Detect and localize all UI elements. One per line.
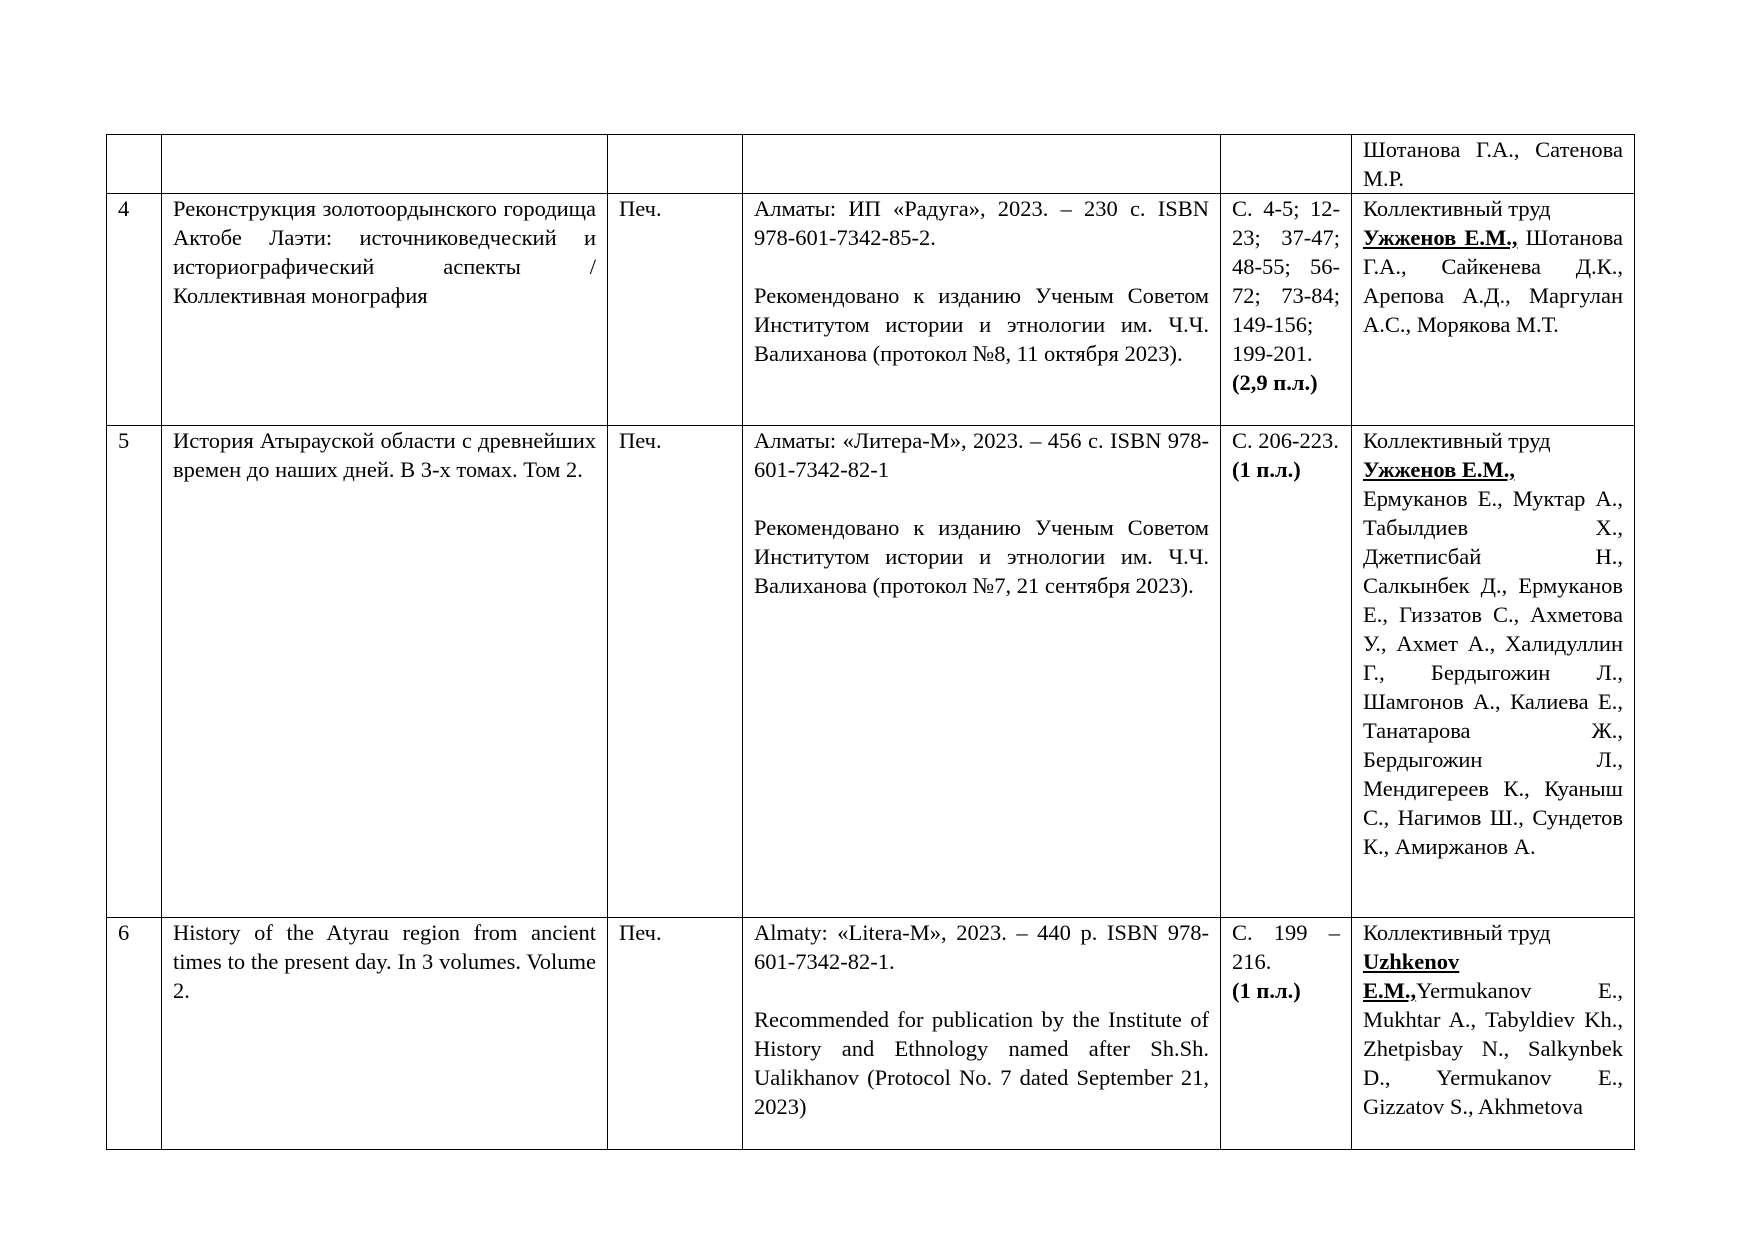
authors-cell — [1352, 426, 1635, 918]
print-sheets: (2,9 п.л.) — [1232, 370, 1318, 395]
publisher-recommendation: Рекомендовано к изданию Ученым Советом Институтом истории и этнологии им. Ч.Ч. Валиханова (протокол №8, 11 октября 2023). — [754, 283, 1209, 366]
lead-author: Uzhkenov Е.М., — [1363, 949, 1460, 1003]
collective-work-label: Коллективный труд — [1363, 920, 1551, 945]
table-row — [107, 918, 1635, 1150]
co-authors: Шотанова Г.А., Сайкенева Д.К., Арепова А.Д., Маргулан А.С., Морякова М.Т. — [1363, 225, 1624, 337]
publisher-recommendation: Рекомендовано к изданию Ученым Советом Институтом истории и этнологии им. Ч.Ч. Валиханова (протокол №7, 21 сентября 2023). — [754, 515, 1209, 598]
row-number: 4 — [107, 194, 162, 426]
pages-info — [1221, 135, 1352, 194]
co-authors: Ермуканов Е., Муктар А., Табылдиев Х., Джетписбай Н., Салкынбек Д., Ермуканов Е., Гиззатов С., Ахметова У., Ахмет А., Халидуллин Г., Бердыгожин Л., Шамгонов А., Калиева Е., Танатарова Ж., Бердыгожин Л., Мендигереев К., Куаныш С., Нагимов Ш., Сундетов К., Амиржанов А. — [1363, 486, 1623, 859]
publisher-info — [743, 135, 1221, 194]
work-title — [162, 135, 608, 194]
table-row — [107, 135, 1635, 194]
publisher-imprint: Алматы: ИП «Радуга», 2023. – 230 с. ISBN 978-601-7342-85-2. — [754, 196, 1209, 250]
work-form: Печ. — [608, 918, 743, 1150]
table-row — [107, 426, 1635, 918]
publisher-recommendation: Recommended for publication by the Institute of History and Ethnology named after Sh.Sh. Ualikhanov (Protocol No. 7 dated September 21, 2023) — [754, 1007, 1209, 1119]
work-form: Печ. — [608, 194, 743, 426]
row-number: 5 — [107, 426, 162, 918]
pages-info — [1221, 918, 1352, 1150]
page-range: С. 4-5; 12-23; 37-47; 48-55; 56-72; 73-84; 149-156; 199-201. — [1232, 196, 1340, 366]
page-range: С. 199 – 216. — [1232, 920, 1340, 974]
pages-info — [1221, 426, 1352, 918]
authors-cell — [1352, 194, 1635, 426]
publisher-info — [743, 918, 1221, 1150]
authors-cell — [1352, 135, 1635, 194]
publisher-imprint: Алматы: «Литера-М», 2023. – 456 с. ISBN 978-601-7342-82-1 — [754, 428, 1209, 482]
table-row — [107, 194, 1635, 426]
co-authors: Шотанова Г.А., Сатенова М.Р. — [1363, 137, 1623, 191]
work-title: History of the Atyrau region from ancient times to the present day. In 3 volumes. Volume 2. — [162, 918, 608, 1150]
page-range: С. 206-223. — [1232, 428, 1339, 453]
lead-author: Ужженов Е.М., — [1363, 225, 1518, 250]
publisher-info — [743, 194, 1221, 426]
publisher-info — [743, 426, 1221, 918]
work-form: Печ. — [608, 426, 743, 918]
row-number — [107, 135, 162, 194]
publications-table — [106, 134, 1635, 1150]
co-authors: Yermukanov E., Mukhtar A., Tabyldiev Kh., Zhetpisbay N., Salkynbek D., Yermukanov E., Gizzatov S., Akhmetova — [1363, 978, 1623, 1119]
pages-info — [1221, 194, 1352, 426]
print-sheets: (1 п.л.) — [1232, 978, 1301, 1003]
publisher-imprint: Almaty: «Litera-M», 2023. – 440 p. ISBN 978-601-7342-82-1. — [754, 920, 1209, 974]
work-title: История Атырауской области с древнейших времен до наших дней. В 3-х томах. Том 2. — [162, 426, 608, 918]
work-form — [608, 135, 743, 194]
row-number: 6 — [107, 918, 162, 1150]
authors-cell — [1352, 918, 1635, 1150]
print-sheets: (1 п.л.) — [1232, 457, 1301, 482]
collective-work-label: Коллективный труд — [1363, 196, 1551, 221]
work-title: Реконструкция золотоордынского городища Актобе Лаэти: источниковедческий и историографический аспекты / Коллективная монография — [162, 194, 608, 426]
lead-author: Ужженов Е.М., — [1363, 457, 1515, 482]
collective-work-label: Коллективный труд — [1363, 428, 1551, 453]
